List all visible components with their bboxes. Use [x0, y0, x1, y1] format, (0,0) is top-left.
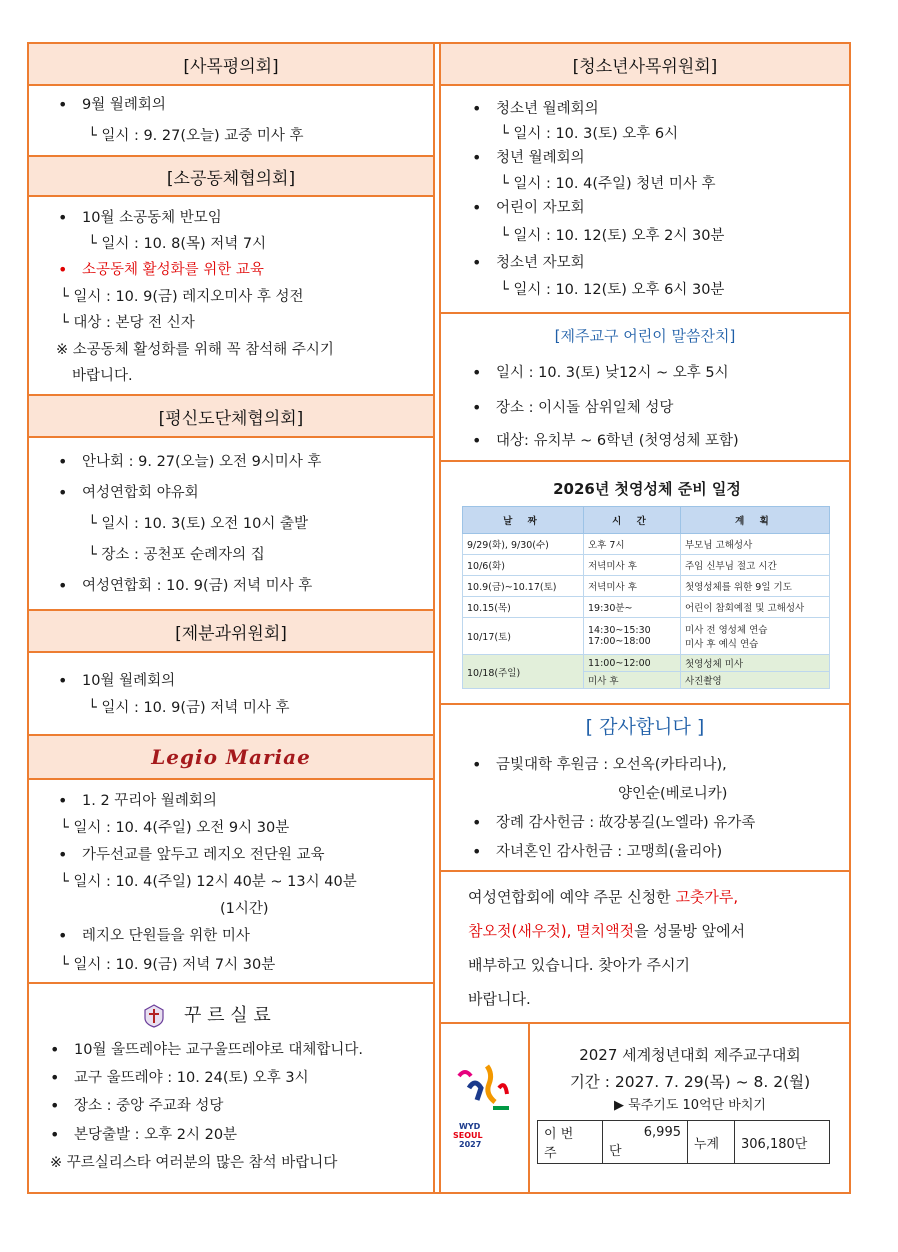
table-header-row — [463, 507, 830, 534]
table-row-highlight — [463, 655, 830, 672]
list-subitem-continued: (1시간) — [220, 901, 269, 917]
table-cell-plan: 부모님 고해성사 — [681, 534, 830, 555]
time-line: 17:00~18:00 — [588, 636, 651, 647]
list-item: • 청소년 월례회의 — [496, 99, 599, 119]
note-continued: 바랍니다. — [72, 368, 133, 384]
list-subitem: └ 일시 : 10. 3(토) 오전 10시 출발 — [88, 516, 308, 532]
table-row — [463, 576, 830, 597]
notice-line-4: 바랍니다. — [468, 990, 531, 1008]
note: ※ 꾸르실리스타 여러분의 많은 참석 바랍니다 — [50, 1155, 338, 1171]
list-subitem: └ 일시 : 10. 12(토) 오후 2시 30분 — [500, 228, 725, 244]
column-header-time: 시 간 — [584, 507, 681, 534]
list-item: • 어린이 자모회 — [496, 198, 585, 218]
laity-council-header — [29, 394, 433, 438]
cursillo-emblem-icon — [143, 1004, 165, 1028]
table-cell-time: 오후 7시 — [584, 534, 681, 555]
table-cell-time: 미사 후 — [584, 672, 681, 689]
table-cell-time: 저녁미사 후 — [584, 576, 681, 597]
time-line: 14:30~15:30 — [588, 625, 651, 636]
table-cell-time: 19:30분~ — [584, 597, 681, 618]
list-item: • 교구 울뜨레야 : 10. 24(토) 오후 3시 — [74, 1068, 309, 1088]
list-item: • 대상: 유치부 ~ 6학년 (첫영성체 포함) — [496, 431, 739, 451]
count-value — [603, 1121, 688, 1164]
list-subitem: └ 일시 : 10. 9(금) 저녁 미사 후 — [88, 700, 290, 716]
list-subitem: └ 일시 : 10. 4(주일) 12시 40분 ~ 13시 40분 — [60, 874, 357, 890]
table-row — [463, 597, 830, 618]
list-item: • 10월 소공동체 반모임 — [82, 208, 222, 228]
plan-line: 미사 전 영성체 연습 — [685, 625, 768, 636]
column-divider — [433, 42, 441, 1194]
column-header-plan: 계 획 — [681, 507, 830, 534]
list-item: • 장소 : 중앙 주교좌 성당 — [74, 1096, 223, 1116]
pastoral-council-header — [29, 44, 433, 86]
total-label: 누계 — [688, 1121, 735, 1164]
small-community-title: [소공동체협의회] — [166, 168, 296, 189]
wyd-logo — [449, 1058, 519, 1158]
table-row — [463, 555, 830, 576]
list-item-highlight: • 소공동체 활성화를 위한 교육 — [82, 260, 264, 280]
table-cell-date: 10/6(화) — [463, 555, 584, 576]
list-item: • 본당출발 : 오후 2시 20분 — [74, 1125, 237, 1145]
notice-line-1 — [468, 887, 738, 907]
list-item: • 10월 월례회의 — [82, 671, 175, 691]
table-cell-date: 10.9(금)~10.17(토) — [463, 576, 584, 597]
notice-highlight: 참오젓(새우젓), 멸치액젓 — [468, 922, 635, 940]
list-subitem: └ 일시 : 10. 4(주일) 오전 9시 30분 — [60, 820, 290, 836]
list-item: • 청년 월례회의 — [496, 148, 585, 168]
section-divider — [441, 312, 849, 314]
notice-text: 여성연합회에 예약 주문 신청한 — [468, 888, 676, 906]
list-item: • 여성연합회 야유회 — [82, 483, 199, 503]
table-cell-plan — [681, 618, 830, 655]
notice-highlight: 고춧가루, — [675, 888, 739, 906]
wyd-logo-text: WYD — [459, 1122, 481, 1131]
list-subitem: └ 대상 : 본당 전 신자 — [60, 315, 195, 331]
list-subitem: └ 일시 : 10. 4(주일) 청년 미사 후 — [500, 176, 716, 192]
table-cell-plan: 첫영성체 미사 — [681, 655, 830, 672]
table-cell-time — [584, 618, 681, 655]
liturgy-committee-title: [제분과위원회] — [175, 623, 287, 644]
table-cell-date: 10.15(목) — [463, 597, 584, 618]
list-subitem: └ 일시 : 10. 9(금) 레지오미사 후 성전 — [60, 289, 304, 305]
total-value: 306,180단 — [735, 1121, 830, 1164]
list-item: • 레지오 단원들을 위한 미사 — [82, 926, 250, 946]
list-item: • 10월 울뜨레야는 교구울뜨레야로 대체합니다. — [74, 1040, 363, 1060]
list-item-continued: 양인순(베로니카) — [618, 786, 728, 802]
column-header-date: 날 짜 — [463, 507, 584, 534]
list-item: • 자녀혼인 감사헌금 : 고맹희(율리아) — [496, 842, 722, 862]
table-cell-plan: 첫영성체를 위한 9일 기도 — [681, 576, 830, 597]
list-item: • 9월 월례회의 — [82, 95, 166, 115]
rosary-count-table — [537, 1120, 830, 1164]
section-divider — [441, 460, 849, 462]
list-item: • 여성연합회 : 10. 9(금) 저녁 미사 후 — [82, 576, 312, 596]
wyd-logo-year: 2027 — [459, 1140, 482, 1149]
list-item: • 일시 : 10. 3(토) 낮12시 ~ 오후 5시 — [496, 363, 729, 383]
laity-council-title: [평신도단체협의회] — [158, 408, 304, 429]
section-divider — [29, 982, 433, 984]
youth-committee-header — [441, 44, 849, 86]
table-cell-plan: 주임 신부님 절고 시간 — [681, 555, 830, 576]
list-subitem: └ 일시 : 10. 8(목) 저녁 7시 — [88, 236, 267, 252]
youth-committee-title: [청소년사목위원회] — [572, 56, 718, 77]
table-cell-date: 10/17(토) — [463, 618, 584, 655]
notice-text: 을 성물방 앞에서 — [634, 922, 746, 940]
table-row — [463, 618, 830, 655]
list-item: • 장례 감사헌금 : 故강봉길(노엘라) 유가족 — [496, 813, 755, 833]
section-divider — [441, 703, 849, 705]
wyd-logo-sub: SEOUL — [453, 1131, 483, 1140]
section-divider — [441, 1022, 849, 1024]
list-subitem: └ 장소 : 공천포 순례자의 집 — [88, 547, 265, 563]
legio-mariae-title: Legio Mariae — [151, 745, 311, 769]
list-subitem: └ 일시 : 10. 3(토) 오후 6시 — [500, 126, 679, 142]
notice-line-3: 배부하고 있습니다. 찾아가 주시기 — [468, 956, 690, 974]
table-cell-plan: 어린이 참회예절 및 고해성사 — [681, 597, 830, 618]
list-subitem: └ 일시 : 10. 12(토) 오후 6시 30분 — [500, 282, 725, 298]
table-row — [538, 1121, 830, 1164]
wyd-rosary: ▶ 묵주기도 10억단 바치기 — [614, 1098, 766, 1113]
count-label — [538, 1121, 603, 1164]
list-item: • 1. 2 꾸리아 월례회의 — [82, 791, 217, 811]
wyd-period: 기간 : 2027. 7. 29(목) ~ 8. 2(월) — [569, 1073, 811, 1091]
pastoral-council-title: [사목평의회] — [183, 56, 279, 77]
list-subitem: └ 일시 : 10. 9(금) 저녁 7시 30분 — [60, 957, 276, 973]
plan-line: 미사 후 예식 연습 — [685, 639, 759, 650]
list-item: • 금빛대학 후원금 : 오선옥(카타리나), — [496, 755, 727, 775]
list-item: • 안나회 : 9. 27(오늘) 오전 9시미사 후 — [82, 452, 321, 472]
list-item: • 가두선교를 앞두고 레지오 전단원 교육 — [82, 845, 325, 865]
cursillo-title: 꾸 르 실 료 — [184, 1005, 271, 1026]
communion-schedule-table — [462, 506, 830, 689]
list-item: • 장소 : 이시돌 삼위일체 성당 — [496, 398, 673, 418]
small-community-header — [29, 155, 433, 197]
wyd-logo-icon — [449, 1058, 519, 1118]
count-value-line: 단 — [609, 1144, 622, 1159]
table-cell-date: 9/29(화), 9/30(수) — [463, 534, 584, 555]
communion-schedule-title: 2026년 첫영성체 준비 일정 — [553, 480, 741, 498]
table-cell-time: 저녁미사 후 — [584, 555, 681, 576]
section-divider — [441, 870, 849, 872]
table-cell-date: 10/18(주일) — [463, 655, 584, 689]
legio-header — [29, 734, 433, 780]
note: ※ 소공동체 활성화를 위해 꼭 참석해 주시기 — [56, 342, 334, 358]
count-label-line: 주 — [544, 1146, 557, 1161]
children-feast-title: [제주교구 어린이 말씀잔치] — [554, 327, 736, 345]
table-cell-plan: 사진촬영 — [681, 672, 830, 689]
table-row — [463, 534, 830, 555]
table-cell-time: 11:00~12:00 — [584, 655, 681, 672]
wyd-title: 2027 세계청년대회 제주교구대회 — [579, 1046, 801, 1064]
liturgy-committee-header — [29, 609, 433, 653]
notice-line-2 — [468, 921, 745, 941]
list-subitem: └ 일시 : 9. 27(오늘) 교중 미사 후 — [88, 128, 304, 144]
list-item: • 청소년 자모회 — [496, 253, 585, 273]
thanks-title: [ 감사합니다 ] — [585, 716, 705, 738]
count-label-line: 이 번 — [544, 1127, 574, 1142]
count-value-line: 6,995 — [643, 1125, 681, 1140]
